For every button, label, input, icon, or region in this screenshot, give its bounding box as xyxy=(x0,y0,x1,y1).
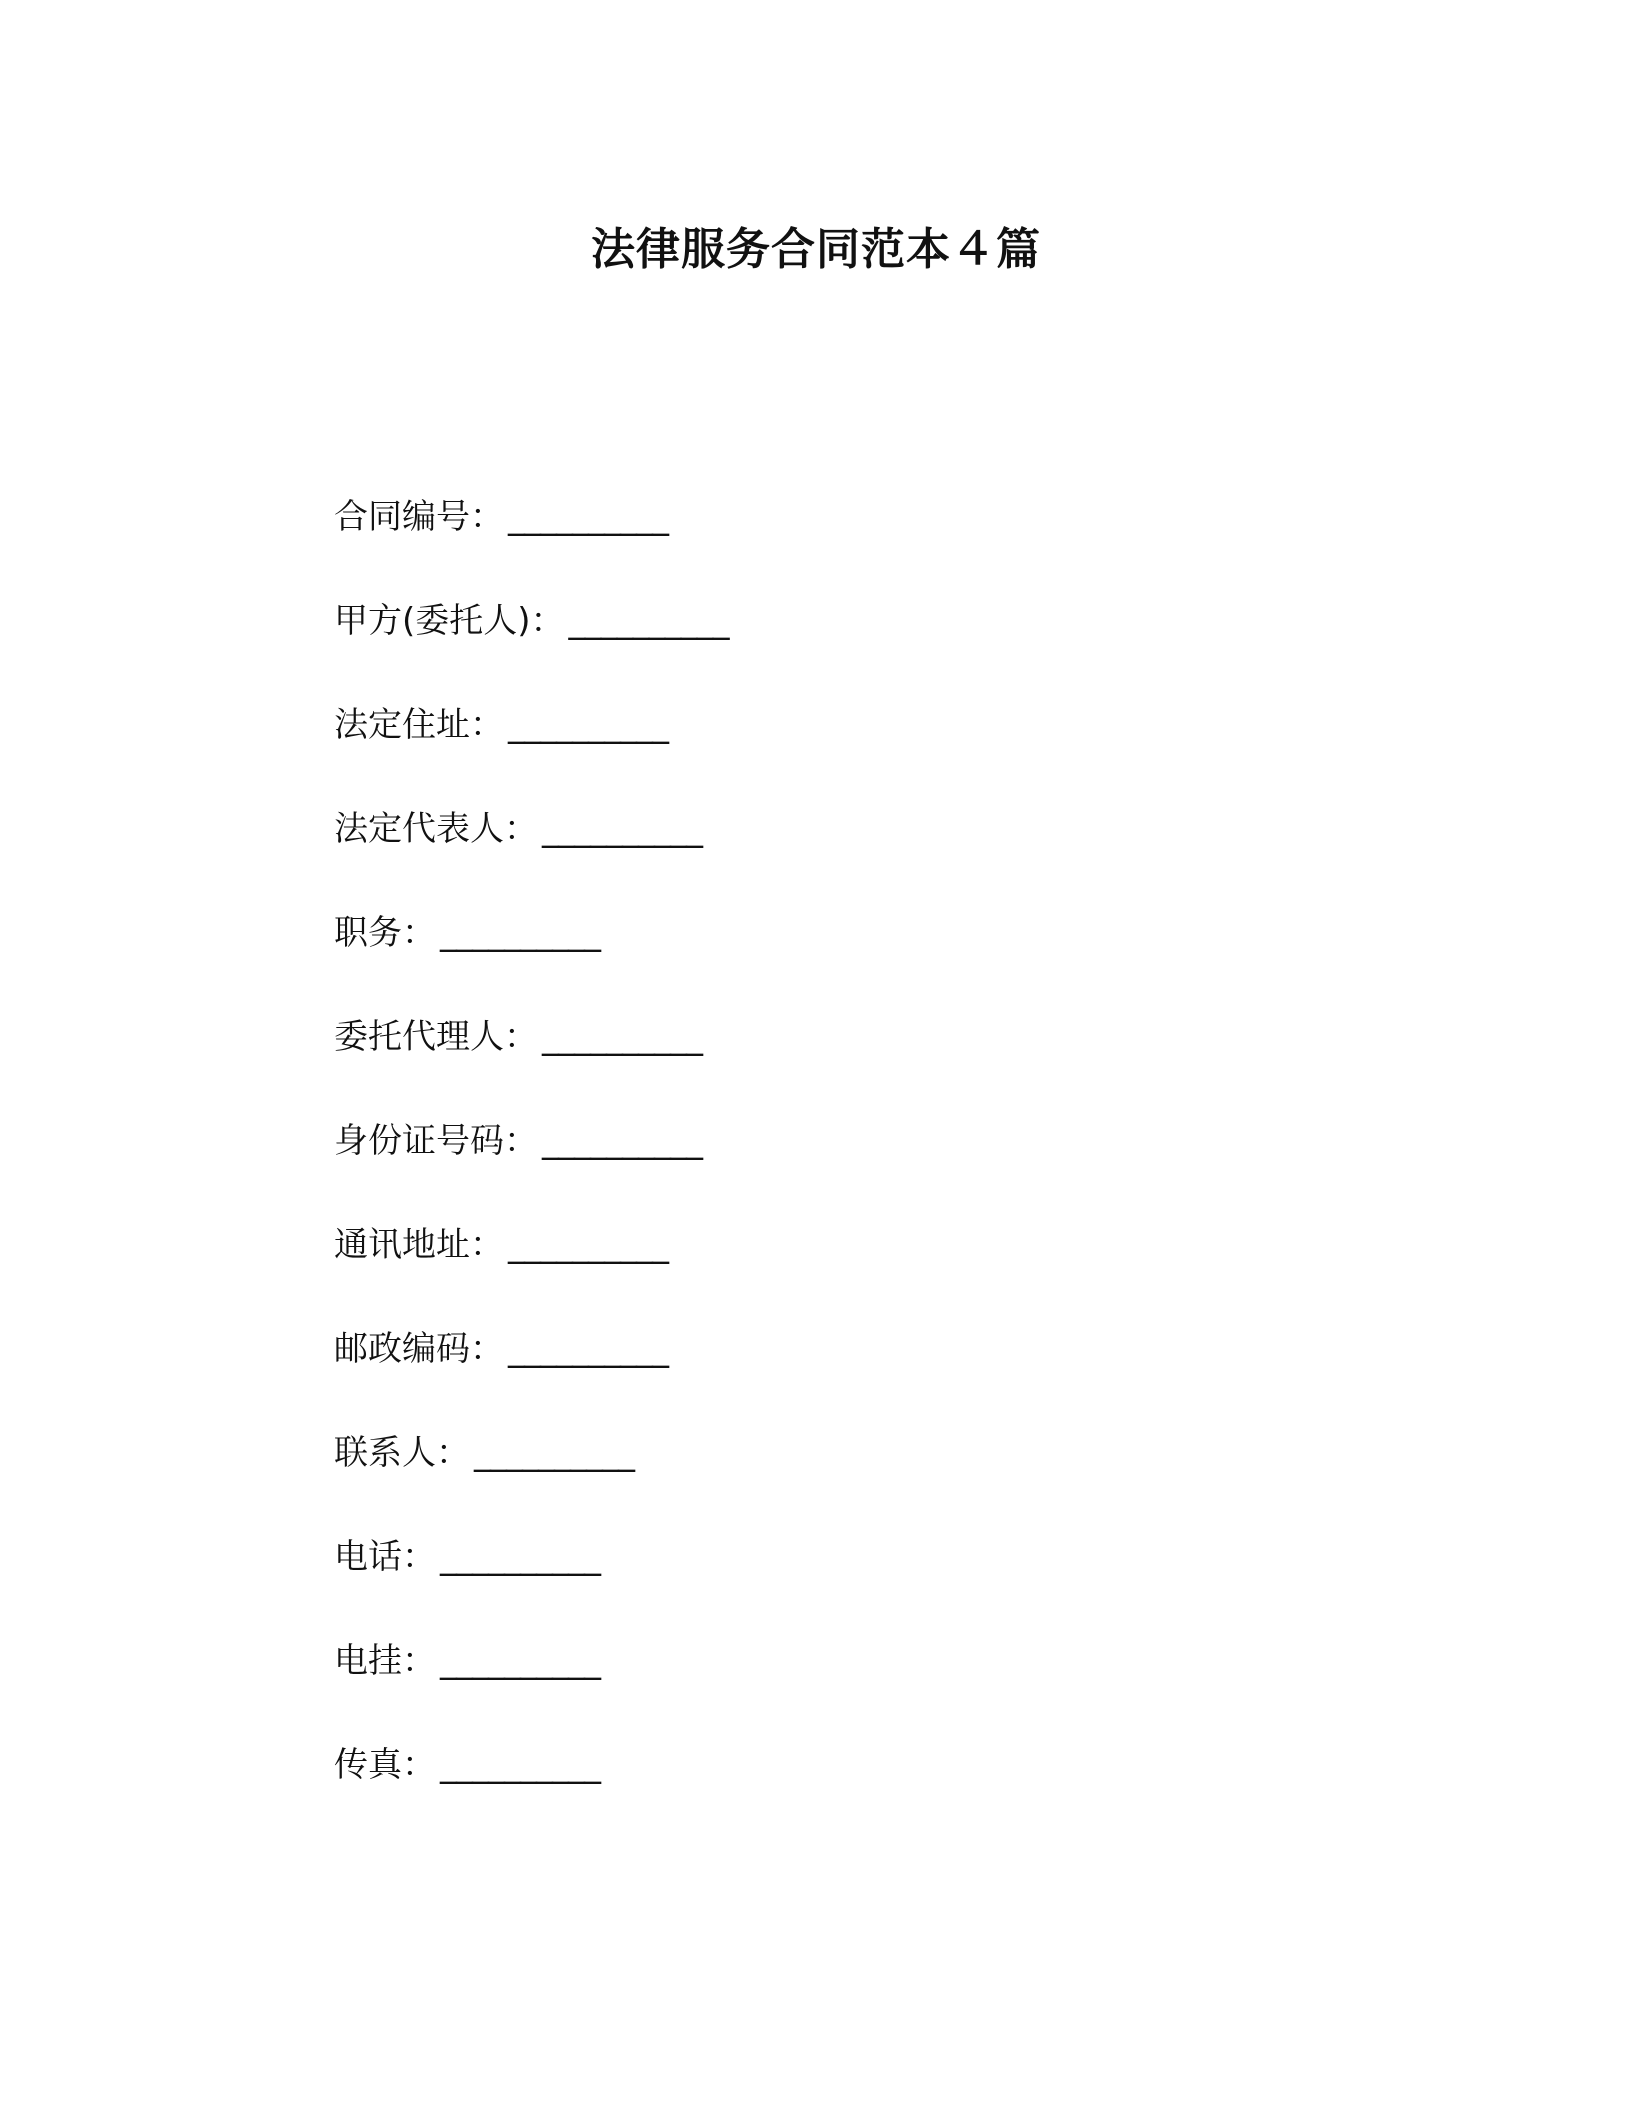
field-label: 甲方(委托人)： xyxy=(334,601,565,641)
field-contract-number xyxy=(334,492,1334,596)
field-position xyxy=(334,908,1334,1012)
field-blank-line: __________ xyxy=(542,1017,702,1057)
page-title: 法律服务合同范本４篇 xyxy=(591,224,1041,275)
field-telephone xyxy=(334,1532,1334,1636)
field-postal-code xyxy=(334,1324,1334,1428)
field-blank-line: __________ xyxy=(542,1121,702,1161)
field-label: 通讯地址： xyxy=(334,1225,504,1265)
field-party-a xyxy=(334,596,1334,700)
field-blank-line: __________ xyxy=(440,1537,600,1577)
field-blank-line: __________ xyxy=(508,497,668,537)
field-label: 职务： xyxy=(334,913,436,953)
field-label: 合同编号： xyxy=(334,497,504,537)
field-label: 邮政编码： xyxy=(334,1329,504,1369)
field-blank-line: __________ xyxy=(440,1641,600,1681)
field-label: 电话： xyxy=(334,1537,436,1577)
field-label: 电挂： xyxy=(334,1641,436,1681)
field-blank-line: __________ xyxy=(508,1329,668,1369)
field-blank-line: __________ xyxy=(508,1225,668,1265)
field-blank-line: __________ xyxy=(440,1745,600,1785)
field-contact-person xyxy=(334,1428,1334,1532)
field-label: 委托代理人： xyxy=(334,1017,538,1057)
field-telegraph xyxy=(334,1636,1334,1740)
field-id-number xyxy=(334,1116,1334,1220)
field-label: 联系人： xyxy=(334,1433,470,1473)
field-label: 法定住址： xyxy=(334,705,504,745)
field-blank-line: __________ xyxy=(542,809,702,849)
field-legal-representative xyxy=(334,804,1334,908)
field-legal-address xyxy=(334,700,1334,804)
field-fax xyxy=(334,1740,1334,1844)
contract-field-list xyxy=(334,492,1334,1844)
field-blank-line: __________ xyxy=(440,913,600,953)
field-label: 法定代表人： xyxy=(334,809,538,849)
field-blank-line: __________ xyxy=(568,601,729,641)
field-label: 身份证号码： xyxy=(334,1121,538,1161)
field-blank-line: __________ xyxy=(508,705,668,745)
field-blank-line: __________ xyxy=(474,1433,634,1473)
field-authorized-agent xyxy=(334,1012,1334,1116)
field-label: 传真： xyxy=(334,1745,436,1785)
field-mailing-address xyxy=(334,1220,1334,1324)
